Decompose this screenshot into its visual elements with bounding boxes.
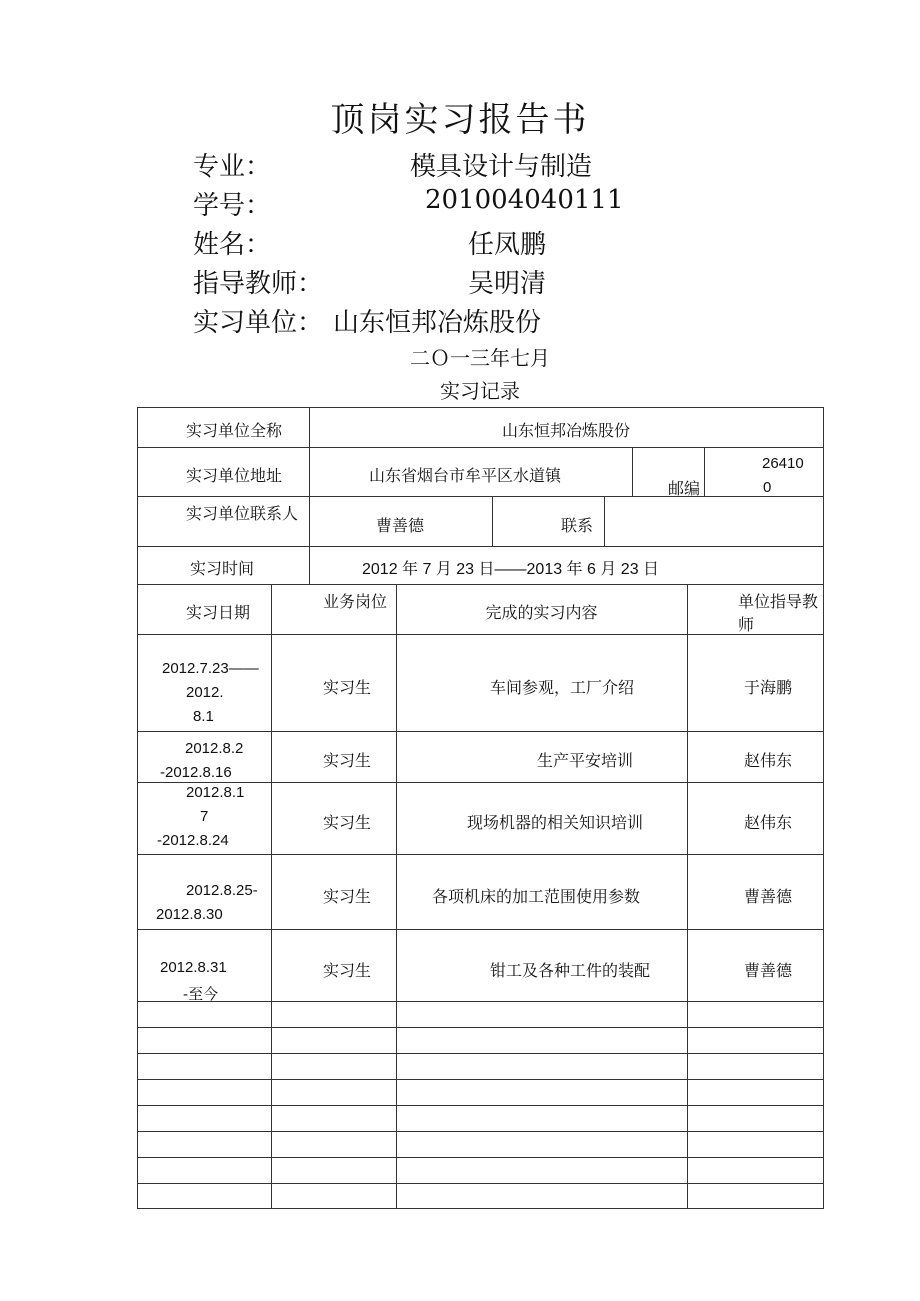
row5-content: 钳工及各种工件的装配 bbox=[490, 961, 651, 980]
report-date: 二Ｏ一三年七月 bbox=[410, 346, 550, 370]
row4-date-line1: 2012.8.25- bbox=[186, 882, 258, 899]
table-line bbox=[137, 1079, 824, 1080]
time-label: 实习时间 bbox=[190, 559, 255, 578]
row4-post: 实习生 bbox=[323, 887, 372, 906]
table-line bbox=[137, 634, 824, 635]
row3-teacher: 赵伟东 bbox=[744, 813, 793, 832]
table-line bbox=[137, 407, 138, 1208]
table-line bbox=[632, 447, 633, 496]
row3-date-line1: 2012.8.1 bbox=[186, 784, 245, 801]
contact-value: 曹善德 bbox=[376, 516, 425, 535]
row2-content: 生产平安培训 bbox=[537, 751, 634, 770]
postcode-value-line1: 26410 bbox=[762, 455, 804, 472]
col-content-header: 完成的实习内容 bbox=[485, 603, 598, 622]
table-line bbox=[396, 584, 397, 1208]
row1-date-line1: 2012.7.23—— bbox=[162, 660, 259, 677]
col-teacher-header-line2: 师 bbox=[738, 615, 755, 634]
address-value: 山东省烟台市牟平区水道镇 bbox=[369, 466, 562, 485]
table-line bbox=[492, 496, 493, 546]
table-line bbox=[137, 407, 824, 408]
row1-content: 车间参观，工厂介绍 bbox=[490, 678, 635, 697]
advisor-value: 吴明清 bbox=[468, 269, 547, 299]
table-line bbox=[137, 782, 824, 783]
table-line bbox=[137, 496, 824, 497]
row3-date-line2: 7 bbox=[200, 808, 209, 825]
table-line bbox=[137, 1157, 824, 1158]
row4-content: 各项机床的加工范围使用参数 bbox=[432, 887, 641, 906]
table-line bbox=[604, 496, 605, 546]
unit-name-value: 山东恒邦冶炼股份 bbox=[501, 421, 630, 440]
row2-post: 实习生 bbox=[323, 751, 372, 770]
row4-teacher: 曹善德 bbox=[744, 887, 793, 906]
major-label: 专业： bbox=[193, 152, 272, 182]
record-title: 实习记录 bbox=[440, 379, 520, 403]
table-line bbox=[137, 1001, 824, 1002]
table-line bbox=[137, 1053, 824, 1054]
row5-post: 实习生 bbox=[323, 961, 372, 980]
phone-label: 联系 bbox=[561, 516, 594, 535]
table-line bbox=[137, 1183, 824, 1184]
table-line bbox=[137, 1105, 824, 1106]
row5-date-line1: 2012.8.31 bbox=[160, 959, 227, 976]
col-teacher-header-line1: 单位指导教 bbox=[738, 592, 819, 611]
report-title: 顶岗实习报告书 bbox=[330, 100, 590, 140]
table-line bbox=[137, 447, 824, 448]
table-line bbox=[137, 854, 824, 855]
table-line bbox=[137, 546, 824, 547]
row3-date-line3: -2012.8.24 bbox=[157, 832, 229, 849]
postcode-value-line2: 0 bbox=[763, 479, 772, 496]
table-line bbox=[271, 584, 272, 1208]
row5-teacher: 曹善德 bbox=[744, 961, 793, 980]
company-value: 山东恒邦冶炼股份 bbox=[333, 308, 542, 338]
row2-date-line1: 2012.8.2 bbox=[185, 740, 244, 757]
company-label: 实习单位： bbox=[193, 308, 324, 338]
table-line bbox=[137, 929, 824, 930]
row1-teacher: 于海鹏 bbox=[744, 678, 793, 697]
time-value: 2012 年 7 月 23 日——2013 年 6 月 23 日 bbox=[362, 561, 660, 578]
student-id-label: 学号： bbox=[193, 191, 272, 221]
row3-content: 现场机器的相关知识培训 bbox=[467, 813, 644, 832]
postcode-label: 邮编 bbox=[668, 479, 701, 498]
row5-date-line2: -至今 bbox=[183, 985, 219, 1003]
unit-name-label: 实习单位全称 bbox=[186, 421, 283, 440]
table-line bbox=[137, 1027, 824, 1028]
name-label: 姓名： bbox=[193, 230, 272, 260]
row4-date-line2: 2012.8.30 bbox=[156, 906, 223, 923]
row1-date-line2: 2012. bbox=[186, 684, 224, 701]
row1-post: 实习生 bbox=[323, 678, 372, 697]
table-line bbox=[823, 407, 824, 1208]
advisor-label: 指导教师： bbox=[193, 269, 324, 299]
row1-date-line3: 8.1 bbox=[193, 708, 214, 725]
col-date-header: 实习日期 bbox=[186, 603, 251, 622]
address-label: 实习单位地址 bbox=[186, 466, 283, 485]
col-post-header: 业务岗位 bbox=[323, 592, 388, 611]
name-value: 任凤鹏 bbox=[468, 230, 547, 260]
row2-teacher: 赵伟东 bbox=[744, 751, 793, 770]
row3-post: 实习生 bbox=[323, 813, 372, 832]
table-line bbox=[687, 584, 688, 1208]
major-value: 模具设计与制造 bbox=[410, 152, 593, 182]
table-line bbox=[137, 1131, 824, 1132]
contact-label: 实习单位联系人 bbox=[186, 504, 299, 523]
student-id-value: 201004040111 bbox=[425, 185, 624, 215]
table-line bbox=[137, 731, 824, 732]
table-line bbox=[704, 447, 705, 496]
row2-date-line2: -2012.8.16 bbox=[160, 764, 232, 781]
table-line bbox=[137, 584, 824, 585]
table-line bbox=[137, 1208, 824, 1209]
